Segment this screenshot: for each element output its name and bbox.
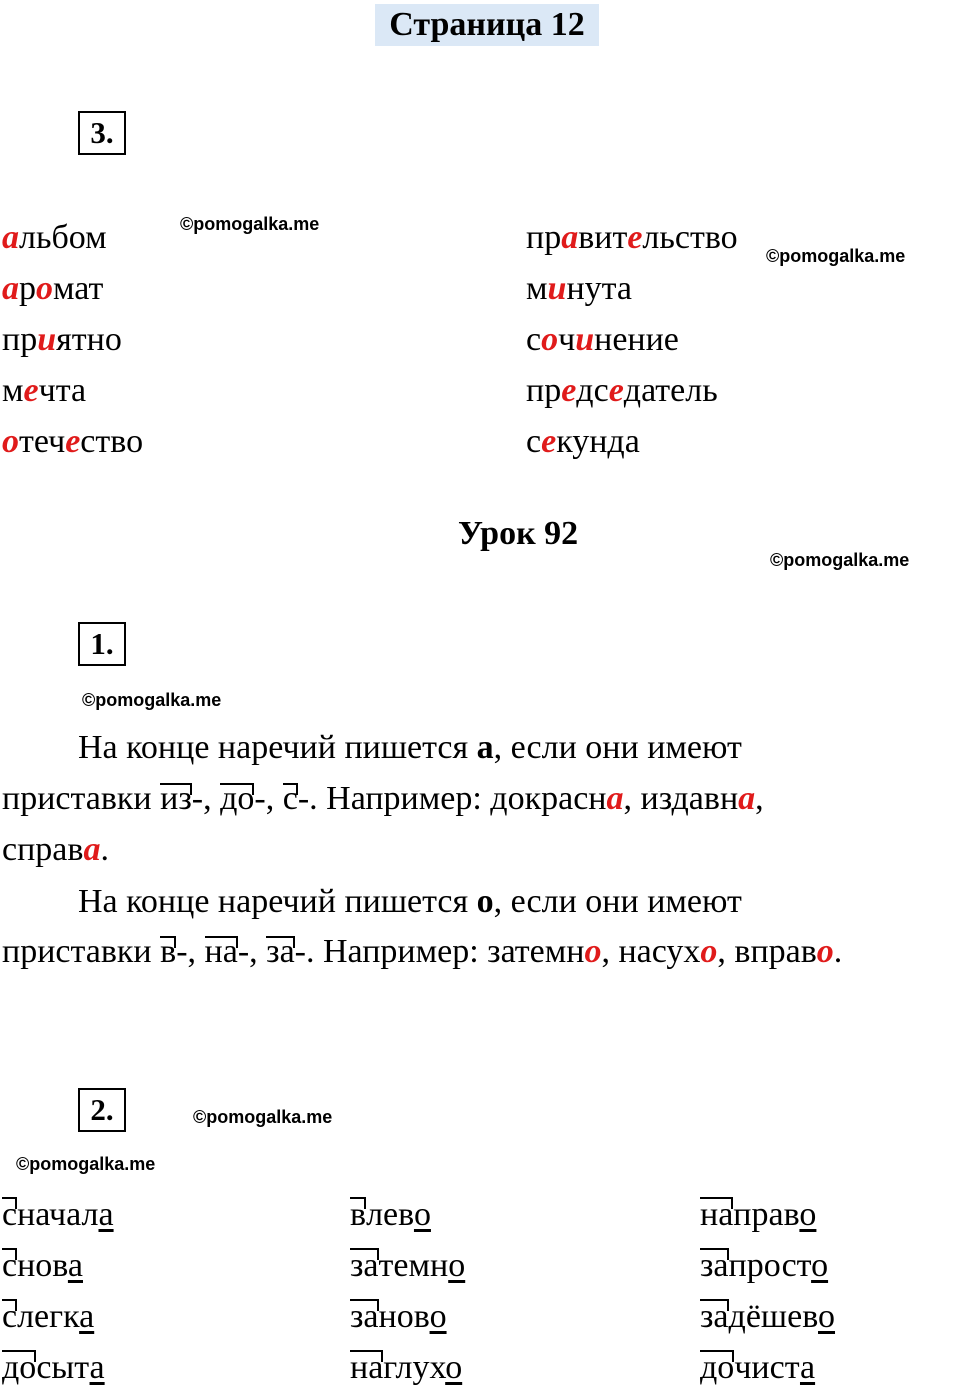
task-number-1: 1. [78, 622, 126, 666]
task-number-2: 2. [78, 1088, 126, 1132]
ending-mark: о [811, 1247, 829, 1284]
prefix-mark: с [2, 1247, 18, 1284]
ending-mark: о [429, 1298, 447, 1335]
vocabulary-word: приятно [2, 321, 122, 358]
ending-mark: о [799, 1196, 817, 1233]
prefix-mark: с [2, 1298, 18, 1335]
prefix-mark: на [204, 933, 238, 970]
prefix-mark: до [700, 1349, 735, 1386]
adverb-word: затемно [350, 1247, 466, 1284]
watermark: ©pomogalka.me [770, 550, 910, 570]
prefix-mark: за [350, 1298, 379, 1335]
rule-a-line-1: На конце наречий пишется а, если они имеют [78, 729, 742, 766]
vocabulary-word: председатель [526, 372, 718, 409]
vocabulary-word: минута [526, 270, 632, 307]
watermark: ©pomogalka.me [766, 246, 906, 266]
prefix-mark: в [350, 1196, 367, 1233]
task2-column-2 [350, 1195, 465, 1399]
rule-a-line-3: справа. [2, 831, 109, 868]
vocabulary-word: сочинение [526, 321, 679, 358]
prefix-mark: из [160, 780, 192, 817]
adverb-word: направо [700, 1196, 817, 1233]
ending-mark: о [445, 1349, 463, 1386]
ending-mark: а [98, 1196, 114, 1233]
rule-o-line-1: На конце наречий пишется о, если они имеют [78, 883, 742, 920]
ending-mark: а [79, 1298, 95, 1335]
adverb-word: запросто [700, 1247, 829, 1284]
prefix-mark: на [350, 1349, 384, 1386]
ending-mark: о [413, 1196, 431, 1233]
vocabulary-word: альбом [2, 219, 107, 256]
ending-mark: а [67, 1247, 83, 1284]
ending-mark: о [818, 1298, 836, 1335]
task3-right-column [526, 218, 738, 473]
adverb-word: слегка [2, 1298, 95, 1335]
page-title: Страница 12 [375, 4, 599, 46]
rule-a-line-2: приставки из-, до-, с-. Например: докрасна, издавна, [2, 780, 764, 817]
ending-mark: о [448, 1247, 466, 1284]
adverb-word: заново [350, 1298, 447, 1335]
vocabulary-word: правительство [526, 219, 738, 256]
ending-mark: а [89, 1349, 105, 1386]
task2-column-3 [700, 1195, 835, 1399]
ending-mark: а [799, 1349, 816, 1386]
prefix-mark: с [2, 1196, 18, 1233]
adverb-word: влево [350, 1196, 431, 1233]
rule-o-line-2: приставки в-, на-, за-. Например: затемно, насухо, вправо. [2, 933, 843, 970]
prefix-mark: в [160, 933, 177, 970]
adverb-word: задёшево [700, 1298, 836, 1335]
lesson-title: Урок 92 [458, 515, 579, 552]
vocabulary-word: аромат [2, 270, 104, 307]
watermark: ©pomogalka.me [16, 1154, 156, 1174]
vocabulary-word: мечта [2, 372, 87, 409]
watermark: ©pomogalka.me [193, 1107, 333, 1127]
prefix-mark: до [220, 780, 255, 817]
prefix-mark: за [700, 1298, 729, 1335]
task2-column-1 [2, 1195, 114, 1399]
adverb-word: наглухо [350, 1349, 463, 1386]
task3-left-column [2, 218, 143, 473]
prefix-mark: за [700, 1247, 729, 1284]
prefix-mark: за [350, 1247, 379, 1284]
task-number-3: 3. [78, 111, 126, 155]
adverb-word: снова [2, 1247, 83, 1284]
vocabulary-word: отечество [2, 423, 144, 460]
adverb-word: досыта [2, 1349, 105, 1386]
adverb-word: сначала [2, 1196, 114, 1233]
prefix-mark: с [282, 780, 298, 817]
adverb-word: дочиста [700, 1349, 816, 1386]
vocabulary-word: секунда [526, 423, 640, 460]
watermark: ©pomogalka.me [82, 690, 222, 710]
prefix-mark: до [2, 1349, 37, 1386]
watermark: ©pomogalka.me [180, 214, 320, 234]
prefix-mark: за [266, 933, 295, 970]
prefix-mark: на [700, 1196, 734, 1233]
